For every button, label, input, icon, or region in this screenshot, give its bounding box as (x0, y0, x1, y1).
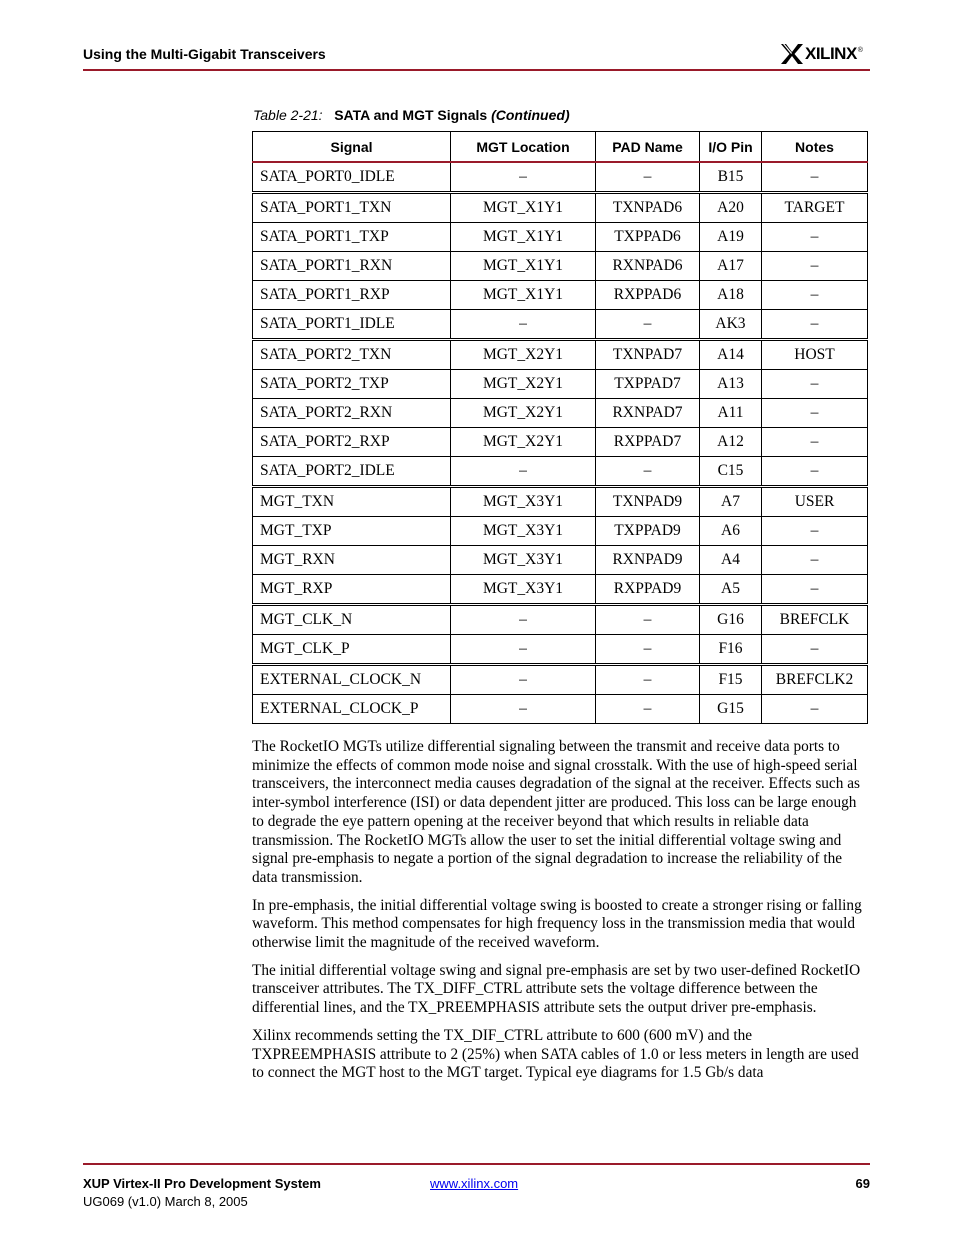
table-cell: – (762, 370, 868, 399)
footer-rule (83, 1163, 870, 1165)
table-cell: – (451, 665, 596, 695)
header-rule (83, 69, 870, 71)
xilinx-logo (781, 41, 863, 67)
table-cell: EXTERNAL_CLOCK_P (253, 695, 451, 724)
table-cell: A20 (700, 193, 762, 223)
table-cell: – (451, 457, 596, 487)
table-cell: A6 (700, 517, 762, 546)
table-cell: MGT_TXN (253, 487, 451, 517)
table-cell: A11 (700, 399, 762, 428)
table-cell: – (451, 310, 596, 340)
table-row (253, 399, 868, 428)
table-cell: C15 (700, 457, 762, 487)
body-paragraph: The RocketIO MGTs utilize differential signaling between the transmit and receive data ports to minimize the effects of common mode noise and signal crosstalk. With the use of high-speed serial transceivers, the interconnect media causes degradation of the signal at the receiver. Effects such as inter-symbol interference (ISI) or data dependent jitter are produced. This loss can be large enough to degrade the eye pattern opening at the receiver beyond that which results in reliable data transmission. The RocketIO MGTs allow the user to set the initial differential voltage swing and signal pre-emphasis to negate a portion of the signal degradation to increase the reliability of the data transmission. (252, 738, 860, 886)
table-cell: SATA_PORT2_IDLE (253, 457, 451, 487)
table-cell: A19 (700, 223, 762, 252)
xilinx-x-logo-icon (781, 44, 803, 64)
table-row (253, 428, 868, 457)
table-cell: – (596, 310, 700, 340)
table-caption-suffix: (Continued) (491, 107, 570, 123)
body-text (252, 738, 868, 1092)
table-cell: TXNPAD9 (596, 487, 700, 517)
table-cell: RXNPAD7 (596, 399, 700, 428)
table-cell: MGT_RXP (253, 575, 451, 605)
table-cell: MGT_X1Y1 (451, 223, 596, 252)
running-header-title: Using the Multi-Gigabit Transceivers (83, 46, 326, 62)
table-cell: MGT_X1Y1 (451, 281, 596, 310)
body-paragraph: Xilinx recommends setting the TX_DIF_CTRL attribute to 600 (600 mV) and the TXPREEMPHASIS attribute to 2 (25%) when SATA cables of 1.0 or less meters in length are used to connect the MGT host to the MGT target. Typical eye diagrams for 1.5 Gb/s data (252, 1026, 859, 1082)
column-header: MGT Location (451, 132, 596, 163)
table-caption (253, 107, 570, 123)
table-cell: – (451, 695, 596, 724)
column-header: Signal (253, 132, 451, 163)
table-row (253, 193, 868, 223)
table-cell: – (762, 695, 868, 724)
table-cell: A4 (700, 546, 762, 575)
table-cell: SATA_PORT2_TXN (253, 340, 451, 370)
logo-wordmark: XILINX (805, 44, 857, 63)
table-cell: – (762, 399, 868, 428)
table-cell: – (762, 428, 868, 457)
table-body (253, 162, 868, 724)
table-cell: MGT_X2Y1 (451, 370, 596, 399)
body-paragraph: The initial differential voltage swing and signal pre-emphasis are set by two user-defined RocketIO transceiver attributes. The TX_DIFF_CTRL attribute sets the voltage difference between the differential lines, and the TX_PREEMPHASIS attribute sets the output driver pre-emphasis. (252, 961, 861, 1017)
table-cell: A5 (700, 575, 762, 605)
table-cell: SATA_PORT1_TXN (253, 193, 451, 223)
table-cell: A13 (700, 370, 762, 399)
table-cell: RXNPAD9 (596, 546, 700, 575)
table-cell: TXPPAD6 (596, 223, 700, 252)
table-cell: RXPPAD7 (596, 428, 700, 457)
table-row (253, 546, 868, 575)
table-cell: – (596, 695, 700, 724)
table-row (253, 665, 868, 695)
table-cell: MGT_X1Y1 (451, 252, 596, 281)
table-cell: RXNPAD6 (596, 252, 700, 281)
table-cell: – (762, 252, 868, 281)
column-header: I/O Pin (700, 132, 762, 163)
column-header: PAD Name (596, 132, 700, 163)
table-cell: EXTERNAL_CLOCK_N (253, 665, 451, 695)
table-cell: – (596, 457, 700, 487)
table-cell: BREFCLK2 (762, 665, 868, 695)
table-cell: – (596, 665, 700, 695)
table-cell: RXPPAD6 (596, 281, 700, 310)
table-row (253, 310, 868, 340)
table-header-row (253, 132, 868, 163)
table-row (253, 252, 868, 281)
table-row (253, 281, 868, 310)
table-cell: – (762, 635, 868, 665)
table-cell: SATA_PORT2_RXP (253, 428, 451, 457)
table-cell: A12 (700, 428, 762, 457)
table-cell: – (596, 635, 700, 665)
table-cell: TXPPAD7 (596, 370, 700, 399)
table-cell: – (451, 605, 596, 635)
table-row (253, 340, 868, 370)
table-cell: – (596, 605, 700, 635)
table-cell: MGT_X3Y1 (451, 487, 596, 517)
table-cell: B15 (700, 162, 762, 193)
table-cell: – (451, 635, 596, 665)
table-cell: MGT_CLK_P (253, 635, 451, 665)
table-cell: A18 (700, 281, 762, 310)
table-cell: G16 (700, 605, 762, 635)
table-cell: SATA_PORT2_RXN (253, 399, 451, 428)
page-number: 69 (855, 1176, 870, 1191)
table-row (253, 635, 868, 665)
table-row (253, 370, 868, 399)
table-cell: TXPPAD9 (596, 517, 700, 546)
table-cell: BREFCLK (762, 605, 868, 635)
table-cell: TARGET (762, 193, 868, 223)
table-row (253, 517, 868, 546)
table-cell: F16 (700, 635, 762, 665)
table-cell: G15 (700, 695, 762, 724)
column-header: Notes (762, 132, 868, 163)
table-cell: F15 (700, 665, 762, 695)
table-cell: A7 (700, 487, 762, 517)
table-row (253, 457, 868, 487)
table-cell: MGT_X3Y1 (451, 517, 596, 546)
footer-doc-id: UG069 (v1.0) March 8, 2005 (83, 1194, 248, 1209)
table-cell: – (762, 457, 868, 487)
table-cell: – (762, 281, 868, 310)
table-cell: SATA_PORT1_RXN (253, 252, 451, 281)
table-cell: MGT_X1Y1 (451, 193, 596, 223)
table-cell: SATA_PORT1_IDLE (253, 310, 451, 340)
table-cell: SATA_PORT0_IDLE (253, 162, 451, 193)
table-cell: RXPPAD9 (596, 575, 700, 605)
table-cell: USER (762, 487, 868, 517)
table-cell: SATA_PORT1_TXP (253, 223, 451, 252)
table-cell: – (762, 575, 868, 605)
table-cell: – (762, 517, 868, 546)
table-cell: – (451, 162, 596, 193)
table-row (253, 575, 868, 605)
table-caption-title: SATA and MGT Signals (334, 107, 488, 123)
table-cell: SATA_PORT2_TXP (253, 370, 451, 399)
table-row (253, 695, 868, 724)
table-cell: MGT_X2Y1 (451, 428, 596, 457)
table-row (253, 487, 868, 517)
table-cell: MGT_X2Y1 (451, 399, 596, 428)
table-row (253, 223, 868, 252)
table-row (253, 605, 868, 635)
table-cell: MGT_TXP (253, 517, 451, 546)
table-cell: – (762, 310, 868, 340)
table-row (253, 162, 868, 193)
table-caption-number: Table 2-21: (253, 107, 323, 123)
signals-table (252, 131, 868, 724)
table-cell: MGT_X3Y1 (451, 575, 596, 605)
table-cell: HOST (762, 340, 868, 370)
table-cell: – (596, 162, 700, 193)
body-paragraph: In pre-emphasis, the initial differential voltage swing is boosted to create a stronger rising or falling waveform. This method compensates for high frequency loss in the transmission media that would otherwise limit the magnitude of the received waveform. (252, 896, 862, 952)
table-cell: A14 (700, 340, 762, 370)
table-cell: A17 (700, 252, 762, 281)
registered-mark: ® (857, 46, 863, 54)
table-cell: MGT_X3Y1 (451, 546, 596, 575)
table-cell: MGT_RXN (253, 546, 451, 575)
footer-link[interactable]: www.xilinx.com (430, 1176, 519, 1191)
table-cell: SATA_PORT1_RXP (253, 281, 451, 310)
table-cell: – (762, 223, 868, 252)
table-cell: AK3 (700, 310, 762, 340)
footer-doc-title: XUP Virtex-II Pro Development System (83, 1176, 321, 1191)
table-cell: – (762, 546, 868, 575)
table-cell: TXNPAD7 (596, 340, 700, 370)
table-cell: MGT_CLK_N (253, 605, 451, 635)
table-cell: – (762, 162, 868, 193)
table-cell: TXNPAD6 (596, 193, 700, 223)
table-cell: MGT_X2Y1 (451, 340, 596, 370)
